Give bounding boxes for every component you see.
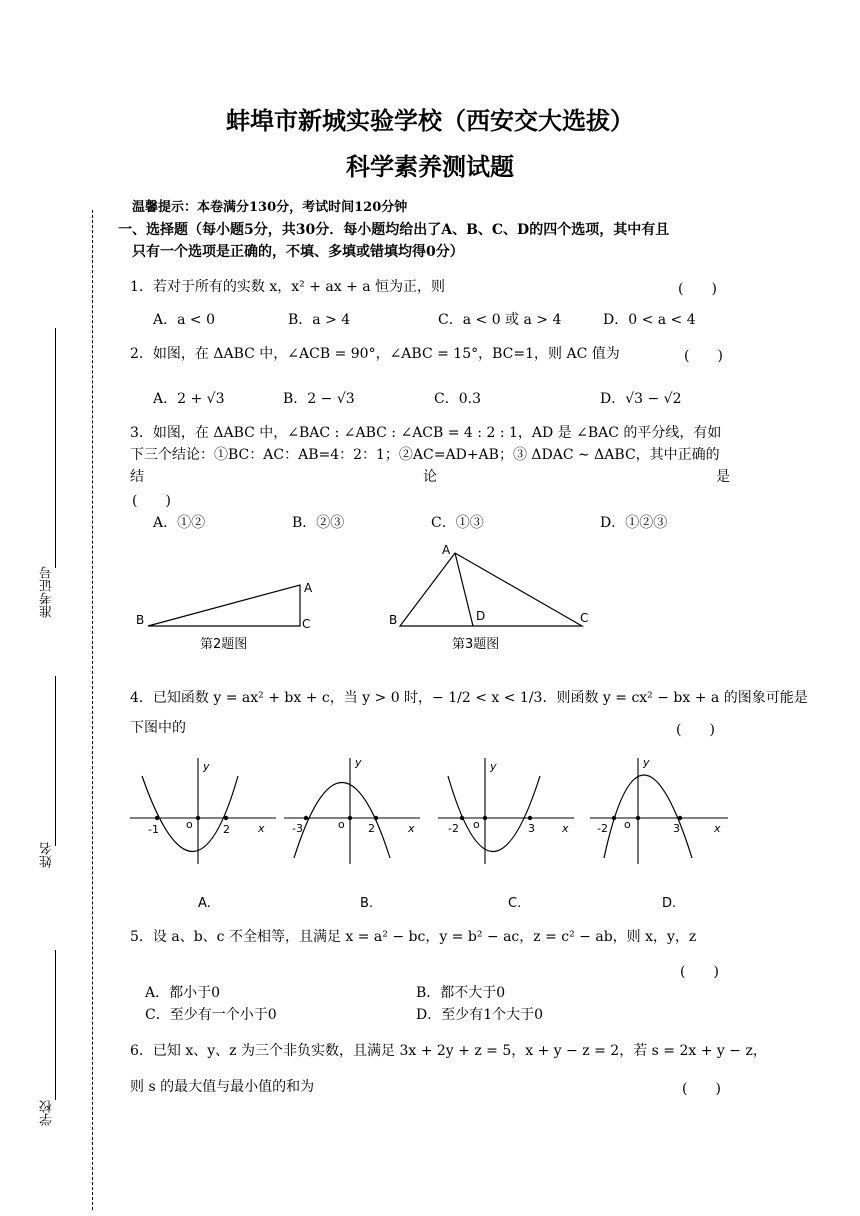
q4-graphs — [128, 752, 738, 912]
graph-b-origin: o — [338, 818, 345, 831]
fig2-caption: 第2题图 — [200, 637, 248, 652]
graph-d — [590, 756, 728, 911]
fig3-label-d: D — [476, 609, 486, 623]
q1-answer-paren: ( ) — [678, 281, 717, 297]
q6-line1: 6．已知 x、y、z 为三个非负实数，且满足 3x + 2y + z = 5，x + y − z = 2，若 s = 2x + y − z， — [130, 1043, 767, 1059]
fig3-label-c: C — [580, 611, 589, 625]
exam-id-line — [55, 328, 56, 568]
graph-a-right-root: 2 — [223, 823, 230, 836]
fig2-label-a: A — [304, 581, 313, 595]
q5-option-a: A．都小于0 — [145, 985, 221, 1001]
graph-d-right-root: 3 — [673, 822, 680, 835]
figure-q2 — [136, 581, 313, 652]
graph-c-right-root: 3 — [528, 822, 535, 835]
graph-c-x-label: x — [562, 822, 569, 835]
q1-option-b: B．a > 4 — [288, 312, 351, 328]
q3-line3-c: 是 — [716, 469, 730, 485]
q2-option-b: B．2 − √3 — [283, 391, 355, 407]
graph-b-y-label: y — [355, 756, 362, 769]
q3-option-a: A．①② — [153, 515, 206, 531]
section1-heading-line2: 只有一个选项是正确的，不填、多填或错填均得0分） — [132, 244, 464, 260]
graph-b-left-root: -3 — [292, 822, 303, 835]
graph-a — [130, 758, 276, 911]
q2-option-c: C．0.3 — [434, 391, 481, 407]
q4-answer-paren: ( ) — [676, 722, 715, 738]
section1-heading-line1: 一、选择题（每小题5分，共30分．每小题均给出了A、B、C、D的四个选项，其中有且 — [118, 222, 670, 238]
graph-a-y-label: y — [203, 760, 210, 773]
q3-line3-a: 结 — [130, 469, 144, 485]
q3-line3-b: 论 — [423, 469, 437, 485]
triangle-figures — [130, 540, 610, 660]
q6-answer-paren: ( ) — [682, 1081, 721, 1097]
page-title: 蚌埠市新城实验学校（西安交大选拔） — [226, 106, 634, 135]
school-line — [55, 950, 56, 1100]
q5-answer-paren: ( ) — [680, 964, 719, 980]
graph-b — [284, 756, 420, 911]
page-subtitle: 科学素养测试题 — [346, 152, 514, 181]
q1-option-c: C．a < 0 或 a > 4 — [438, 312, 562, 328]
graph-c-origin: o — [473, 818, 480, 831]
notice: 温馨提示：本卷满分130分，考试时间120分钟 — [132, 200, 408, 215]
figure-q3 — [389, 543, 588, 652]
name-line — [55, 676, 56, 846]
q4-line2: 下图中的 — [130, 720, 186, 736]
q3-line2: 下三个结论：①BC：AC：AB=4：2：1；②AC=AD+AB；③ ΔDAC ∼ ΔABC，其中正确的 — [130, 447, 720, 463]
q2-answer-paren: ( ) — [684, 348, 723, 364]
graph-c-left-root: -2 — [448, 822, 459, 835]
q5-option-c: C．至少有一个小于0 — [145, 1007, 277, 1023]
q2-stem: 2．如图，在 ΔABC 中，∠ACB = 90°，∠ABC = 15°，BC=1，则 AC 值为 — [130, 346, 620, 362]
q4-line1: 4．已知函数 y = ax² + bx + c，当 y > 0 时，− 1/2 < x < 1/3．则函数 y = cx² − bx + a 的图象可能是 — [130, 690, 808, 706]
q3-option-b: B．②③ — [292, 515, 345, 531]
q3-line1: 3．如图，在 ΔABC 中，∠BAC : ∠ABC : ∠ACB = 4 : 2 : 1，AD 是 ∠BAC 的平分线，有如 — [130, 425, 722, 441]
name-label: 姓名 — [40, 842, 55, 868]
graph-b-label: B. — [360, 896, 374, 911]
binding-dashed-line — [92, 210, 93, 1210]
q1-stem: 1．若对于所有的实数 x，x² + ax + a 恒为正，则 — [130, 279, 446, 295]
exam-id-label: 准考证号 — [40, 566, 55, 618]
graph-c-label: C. — [508, 896, 522, 911]
q2-option-a: A．2 + √3 — [153, 391, 225, 407]
school-label: 学校 — [40, 1100, 55, 1126]
graph-a-x-label: x — [258, 822, 265, 835]
graph-c-y-label: y — [490, 760, 497, 773]
q1-option-d: D．0 < a < 4 — [603, 312, 696, 328]
graph-b-right-root: 2 — [368, 822, 375, 835]
graph-d-y-label: y — [643, 756, 650, 769]
graph-a-origin: o — [186, 818, 193, 831]
q3-option-c: C．①③ — [431, 515, 484, 531]
fig3-label-a: A — [442, 543, 451, 557]
q3-option-d: D．①②③ — [600, 515, 668, 531]
graph-d-label: D. — [662, 896, 677, 911]
q6-line2: 则 s 的最大值与最小值的和为 — [130, 1079, 315, 1095]
q2-option-d: D．√3 − √2 — [600, 391, 682, 407]
fig2-label-c: C — [302, 617, 311, 631]
fig3-label-b: B — [389, 613, 398, 627]
graph-d-x-label: x — [714, 822, 721, 835]
graph-a-left-root: -1 — [148, 823, 159, 836]
q3-answer-paren: ( ) — [132, 493, 171, 509]
graph-d-left-root: -2 — [597, 822, 608, 835]
fig3-caption: 第3题图 — [452, 637, 500, 652]
graph-b-x-label: x — [408, 822, 415, 835]
fig2-label-b: B — [136, 613, 145, 627]
q1-option-a: A．a < 0 — [153, 312, 215, 328]
q5-stem: 5．设 a、b、c 不全相等，且满足 x = a² − bc，y = b² − ac，z = c² − ab，则 x，y，z — [130, 929, 697, 945]
q5-option-d: D．至少有1个大于0 — [416, 1007, 544, 1023]
graph-c — [438, 758, 574, 911]
graph-d-origin: o — [624, 818, 631, 831]
q5-option-b: B．都不大于0 — [416, 985, 506, 1001]
graph-a-label: A. — [198, 896, 211, 911]
